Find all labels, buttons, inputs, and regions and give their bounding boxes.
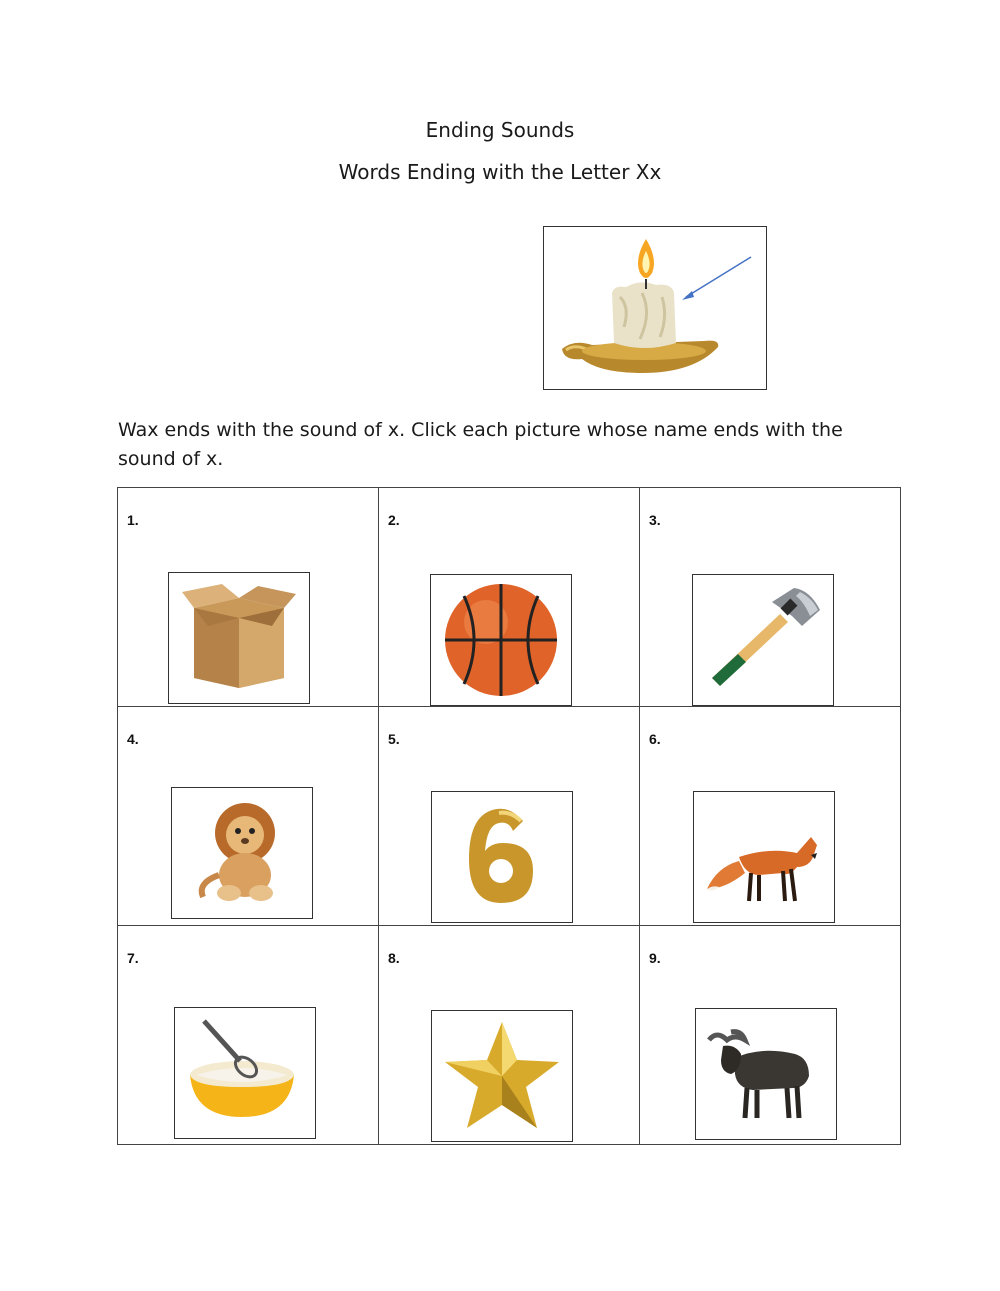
number-six-icon — [437, 797, 567, 917]
item-number: 2. — [388, 512, 400, 528]
picture-card-8[interactable] — [379, 926, 640, 1145]
item-number: 5. — [388, 731, 400, 747]
item-number: 4. — [127, 731, 139, 747]
picture-grid — [117, 487, 901, 1145]
picture-card-4[interactable] — [118, 707, 379, 926]
picture-card-9[interactable] — [640, 926, 901, 1145]
star-icon — [437, 1016, 567, 1136]
item-number: 6. — [649, 731, 661, 747]
box-icon — [174, 578, 304, 698]
basketball-icon — [436, 580, 566, 700]
item-number: 3. — [649, 512, 661, 528]
item-number: 7. — [127, 950, 139, 966]
instructions: Wax ends with the sound of x. Click each picture whose name ends with the sound of x. — [118, 419, 843, 470]
picture-card-2[interactable] — [379, 488, 640, 707]
fox-icon — [699, 797, 829, 917]
candle-wax-picture — [543, 226, 767, 390]
mixing-bowl-icon — [180, 1013, 310, 1133]
lion-plush-icon — [177, 793, 307, 913]
picture-card-5[interactable] — [379, 707, 640, 926]
candle-wax-icon — [544, 227, 766, 389]
item-number: 9. — [649, 950, 661, 966]
worksheet-title: Ending Sounds — [425, 118, 575, 142]
picture-card-3[interactable] — [640, 488, 901, 707]
picture-card-7[interactable] — [118, 926, 379, 1145]
picture-card-1[interactable] — [118, 488, 379, 707]
picture-card-6[interactable] — [640, 707, 901, 926]
item-number: 1. — [127, 512, 139, 528]
axe-icon — [698, 580, 828, 700]
item-number: 8. — [388, 950, 400, 966]
worksheet-subtitle: Words Ending with the Letter Xx — [338, 160, 662, 184]
buffalo-icon — [701, 1014, 831, 1134]
